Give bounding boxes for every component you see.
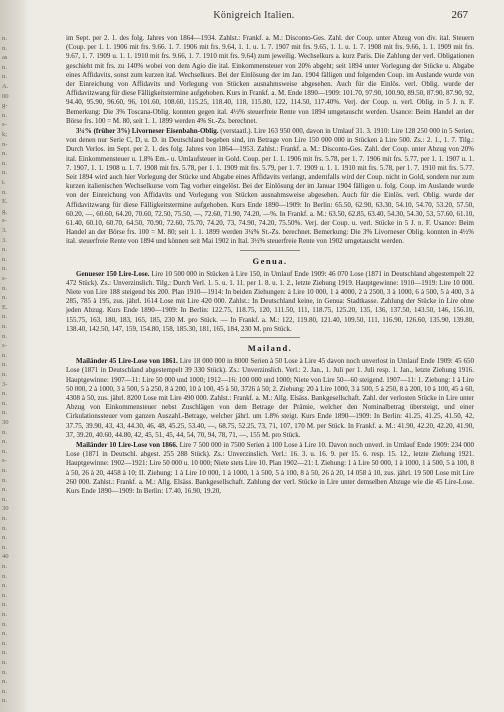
gutter-fragment: n. (2, 409, 7, 417)
entry-title-suffix: (verstaatl.). (220, 127, 253, 136)
gutter-fragment: n. (2, 668, 7, 676)
gutter-fragment: E. (2, 303, 8, 311)
mailand-45-paragraph (66, 357, 474, 440)
entry-title: Genueser 150 Lire-Lose. (76, 269, 150, 278)
section-heading-genua: Genua. (252, 255, 288, 266)
gutter-fragment: n. (2, 351, 7, 359)
gutter-fragment: n. (2, 361, 7, 369)
gutter-fragment: n. (2, 284, 7, 292)
gutter-fragment: 30 (2, 419, 9, 426)
gutter-fragment: s- (2, 457, 7, 465)
gutter-fragment: g- (2, 102, 8, 110)
gutter-fragment: n. (2, 495, 7, 503)
gutter-fragment: n. (2, 639, 7, 647)
gutter-fragment: n. (2, 438, 7, 446)
gutter-fragment: n. (2, 678, 7, 686)
section-heading-mailand: Mailand. (247, 343, 293, 354)
gutter-fragment: n. (2, 543, 7, 551)
gutter-fragment: 30 (2, 505, 9, 513)
gutter-fragment: n. (2, 111, 7, 119)
gutter-fragment: 3. (2, 227, 7, 234)
entry-title: 3¼% (früher 3%) Livorneser Eisenbahn-Oblig. (76, 127, 219, 136)
gutter-fragment: n- (2, 140, 8, 148)
gutter-fragment: g, (2, 207, 7, 215)
gutter-fragment: n. (2, 63, 7, 71)
gutter-fragment: n. (2, 659, 7, 666)
gutter-fragment: n. (2, 169, 7, 177)
entry-title: Mailänder 10 Lire-Lose von 1866. (76, 440, 178, 449)
gutter-fragment: n. (2, 73, 7, 81)
entry-text: Lire 163 950 000, davon in Umlauf 31. 3. 1910: Lire 128 250 000 in 5 Serien, von denen nur Serie C, D, u. D. in Deutschland begeben sind, im Betrage von Lire 150 000 000 in Stücken à Lire 500. Zs.: 2. 1., 1. 7. Tilg.: Durch Verlos. im Sept. per 2. 1. des folg. Jahres von 1864—1953. Zahlst.: Frankf. a. M.: Disconto-Ges. Zahl. der Coup. unter Abzug von 20% ital. Einkommensteuer u. 1.8% Em.- u. Umlaufsteuer in Gold. Coup. per 1. 1. 1906 mit frs. 5.78, per 1. 7. 1906 mit frs. 5.77, per 1. 1. 1907 u. 1. 7. 1907, 1. 1. 1908 u. 1. 7. 1908 mit frs. 5.78, per 1. 1. 1909 mit frs. 5.79, per 1. 7. 1909 u. 1. 1. 1910 mit frs. 5.78, per 1. 7. 1910 mit frs. 5.77. Seit 1894 wird auch hier Vorlegung der Stücke und Abgabe eines Affidavits verlangt, andernfalls wird der Coup. nicht in Gold, sondern nur zum kurzen italienischen Wechselkurse vom Tag vorher eingelöst. Bei der Einlösung der im Januar 1904 fälligen u. folg. Coup. im Auslande wurde von der Einreichung von Affidavits und Vorlegung von Stücken ausnahmsweise abgesehen. Auch für die Einlös. verl. Oblig. wurde der Affidavitzwang für diese Fälligkeitstermine aufgehoben. Kurs Ende 1890—1909: In Berlin: 65.50, 62.90, 63.30, 54.10, 54.70, 53.20, 57.50, 60.20, —, 60.60, 64.20, 70.60, 72.50, 75.50, —, 72.60, 71.90, 74.20, —%. In Frankf. a. M.: 63.50, 62.85, 63.40, 54.30, 54.30, 53, 57.60, 61.10, 61.40, 60.10, 60.70, 64.50, 70.90, 72.60, 75.70, 74.20, 73, 74.90, 74.20, 75.50%. Verj. der Coup. u. verl. Stücke in 5 J. n. F. Usance: Beim Handel an der Börse frs. 100 = M. 80; seit 1. 1. 1899 werden 3¼% St.-Zs. berechnet. Bemerkung: Die 3% Livorneser Oblig. konnten in 4½% ital. steuerfreie Rente von 1894 und können seit Mai 1902 in Ital. 3½% steuerfreie Rente von 1902 umgetauscht werden. (66, 127, 474, 246)
gutter-fragment: 3- (2, 380, 8, 388)
page-content (66, 34, 474, 706)
gutter-fragment: n. (2, 630, 7, 638)
gutter-fragment: 40 (2, 553, 9, 561)
gutter-fragment: t. (2, 179, 6, 186)
gutter-fragment: n. (2, 515, 7, 522)
gutter-fragment: n. (2, 332, 7, 340)
page-header (40, 10, 468, 24)
gutter-fragment: n. (2, 323, 7, 330)
gutter-fragment: n. (2, 476, 7, 484)
gutter-fragment: k; (2, 131, 8, 138)
gutter-fragment: n. (2, 563, 7, 570)
gutter-fragment: n. (2, 582, 7, 590)
gutter-fragment: n. (2, 467, 7, 474)
gutter-fragment: s- (2, 342, 7, 350)
gutter-fragment: n. (2, 572, 7, 580)
gutter-fragment: n. (2, 447, 7, 455)
gutter-fragment: n. (2, 35, 7, 42)
gutter-fragment: n. (2, 601, 7, 609)
gutter-fragment: n. (2, 159, 7, 167)
gutter-fragment: n. (2, 150, 7, 158)
gutter-fragment: n. (2, 649, 7, 657)
gutter-fragment: n. (2, 390, 7, 398)
gutter-fragment: n. (2, 294, 7, 302)
text-paragraph: im Sept. per 2. 1. des folg. Jahres von 1864—1934. Zahlst.: Frankf. a. M.: Disconto-Ges. Zahl. der Coup. unter Abzug von div. ital. Steuern (Coup. per 1. 1. 1906 mit frs. 9.66. 1. 7. 1906 mit frs. 9.64, 1. 1. u. 1. 7. 1907 mit frs. 9.65, 1. 1. u. 1. 7. 1908 mit frs. 9.66, 1. 1. 1909 mit frs. 9.67, 1. 7. 1909 u. 1. 1. 1910 mit frs. 9.66, 1. 7. 1910 mit frs. 9.64) zum jeweilig. Wechselkurs a. kurz Paris. Die Zahlung der verl. Obligationen geschieht mit frs. zu 140% wobei von dem Agio die ital. Einkommensteuer von 20% abgeht; seit 1894 unter Vorlegung der Stücke u. Abgabe eines Affidavits, sonst zum kurzen ital. Wechselkurs. Bei der Einlösung der im Jan. 1904 fälligen und folgenden Coup. im Auslande wurde von der Einreichung von Affidavits und Vorlegung von Stücken ausnahmsweise abgesehen. Auch für die Einlös. verl. Oblig. wurde der Affidavitzwang für diese Fälligkeitstermine aufgehoben. Kurs in Frankf. a. M. Ende 1890—1909: 101.70, 97.90, 100.90, 89.50, 87.90, 87.90, 92, 94.40, 95.90, 96.60, 96, 101.60, 108.60, 115.25, 118.40, 118, 115.80, 122, 114.50, 117.40%. Verj. der Coup. u. verl. Oblig. in 5 J. n. F. Bemerkung: Die 3% Toscana-Oblig. konnten gegen ital. 4½% steuerfreie Rente von 1894 umgetauscht werden. Usance: Beim Handel an der Börse frs. 100 = M. 80, seit 1. 1. 1899 werden 4% St.-Zs. berechnet. (66, 34, 474, 125)
mailand-10-paragraph (66, 441, 474, 496)
gutter-fragment: n. (2, 524, 7, 532)
gutter-fragment: n. (2, 246, 7, 254)
gutter-fragment: n. (2, 687, 7, 695)
livorno-paragraph (66, 127, 474, 247)
gutter-fragment: n. (2, 44, 7, 52)
entry-text: Lire 18 000 000 in 8000 Serien à 50 Lose à Lire 45 davon noch unverlost in Umlauf Ende 1909: 45 650 Lose (1871 in Deutschland abgestempelt 39 330 Stück). Zs.: Unverzinslich. Verl.: 2. Jan., 1. Juli per 1. Juli resp. 1. Jan., letzte Ziehung 1916. Hauptgewinne: 1907—11: Lire 50 000 und 1000; 1912—16: 100 000 und 1000; Niete von Lire 50—60 steigend. 1907—11: 1. Ziehung: 1 à Lire 50 000, 2 à 1000, 3 à 500, 5 à 250, 8 à 200, 10 à 100, 45 à 50, 3726 à 50; 2. Ziehung: 20 à Lire 1000, 3 à 500, 5 à 250, 8 à 200, 10 à 100, 45 à 60, 4308 à 50, zus. jährl. 8200 Lose mit Lire 490 000. Zahlst.: Frankf. a. M.: Allg. Elsäss. Bankgesellschaft. Zahl. der verlosten Stücke in Lire unter Abzug von Einkommensteuer nebst Zuschlägen von dem Betrage der Prämie, welcher den Nominalbetrag übersteigt, und einer Cirkulationssteuer vom ganzen Auszahl.-Betrage, welcher jährl. um 1.8% steigt. Kurs Ende 1890—1909: In Berlin: 41.25, 41.25, 41.50, 42, 37.75, 39.90, 43, 43, 44.30, 46, 48, 45.25, 53.40, —, 68.75, 52.25, 73, 71, 107, 170 M. per Stück. In Frankf. a. M.: 41.90, 42.20, 42.20, 41.90, 37, 39.20, 40.60, 44.80, 42, 45, 51, 45, 44, 54, 70, 94, 78, 71, —, 155 M. pro Stück. (66, 357, 474, 439)
gutter-fragment: E. (2, 198, 8, 206)
gutter-fragment: n. (2, 188, 7, 196)
genua-paragraph (66, 270, 474, 334)
gutter-fragment: n. (2, 255, 7, 263)
running-head: Königreich Italien. (213, 10, 295, 21)
gutter-fragment: s- (2, 217, 7, 225)
section-divider (240, 337, 300, 338)
gutter-fragment: s- (2, 121, 7, 129)
gutter-fragment: n. (2, 697, 7, 705)
gutter-fragment: n. (2, 371, 7, 378)
gutter-fragment: n. (2, 313, 7, 321)
gutter-fragment: n. (2, 591, 7, 599)
entry-title: Mailänder 45 Lire-Lose von 1861. (76, 357, 178, 366)
gutter-fragment: n. (2, 620, 7, 628)
gutter-fragment: n. (2, 486, 7, 494)
facing-page-edge (0, 0, 30, 712)
gutter-fragment: as (2, 54, 8, 62)
gutter-fragment: s- (2, 275, 7, 282)
entry-text: Lire 7 500 000 in 7500 Serien à 100 Lose à Lire 10. Davon noch unverl. in Umlauf Ende 1909: 234 000 Lose (1871 in Deutschl. abgest. 255 288 Stück). Zs.: Unverzinslich. Verl.: 16. 3. u. 16. 9. per 15. 6. resp. 15. 12., letzte Ziehung 1921. Hauptgewinne: 1902—1921: Lire 50 000 u. 10 000; Niete stets Lire 10. Plan 1902—21: I. Ziehung: 1 à Lire 50 000, 1 à 1000, 1 à 500, 5 à 100, 8 à 50, 26 à 20, 4458 à 10; II. Ziehung: 1 à Lire 10 000, 1 à 1000, 1 à 500, 5 à 100, 8 à 50, 26 à 20, 14 058 à 10, zus. jährl. 19 500 Lose mit Lire 260 000. Zahlst.: Frankf. a. M.: Allg. Elsäss. Bankgesellschaft. Zahlung der verl. Stücke in Lire unter demselben Abzuge wie die 45 Lire-Lose. Kurs Ende 1890—1909: In Berlin: 17.40, 16.90, 19.20, (66, 440, 474, 495)
gutter-fragment: n. (2, 428, 7, 436)
gutter-fragment: 3. (2, 236, 7, 244)
gutter-fragment: 00 (2, 92, 9, 100)
gutter-fragment: n. (2, 265, 7, 273)
entry-text: Lire 10 500 000 in Stücken à Lire 150, in Umlauf Ende 1909: 46 070 Lose (1871 in Deutschland abgestempelt 22 472 Stück). Zs.: Unverzinslich. Tilg.: Durch Verl. 1. 5. u. 1. 11. per 1. 8. u. 1. 2., letzte Ziehung 1919. Hauptgewinne: 1910—1919: Lire 10 000. Niete von Lire 188 steigend bis 200. Plan 1910—1914: In beiden Ziehungen: à Lire 10 000, 1 à 4000, 2 à 2500, 3 à 1000, 6 à 500, 5 à 400, 3 à 285, 785 à 195, zus. jährl. 1614 Lose mit Lire 420 000. Zahlst.: In Deutschland keine, in Genua: Stadtkasse. Zahlung der Stücke in Lire ohne jeden Abzug. Kurs Ende 1890—1909: In Berlin: 122.75, 118.75, 120, 111.50, 111, 118.75, 125.20, 135, 136, 137.50, 143.50, 146, 156.10, 155.75, 163, 180, 183, 165, 185, 230 M. pro Stück. — In Frankf. a. M.: 122, 119.80, 121.40, 109.50, 111, 116.90, 126.60, 135.90, 139.80, 138.40, 142.50, 147, 159, 154.80, 158, 185.30, 181, 165, 184, 230 M. pro Stück. (66, 269, 474, 333)
gutter-fragment: n. (2, 611, 7, 618)
page-number: 267 (451, 9, 468, 21)
gutter-fragment: A. (2, 83, 9, 90)
section-divider (240, 250, 300, 251)
gutter-fragment: n. (2, 399, 7, 407)
gutter-fragment: n. (2, 534, 7, 542)
